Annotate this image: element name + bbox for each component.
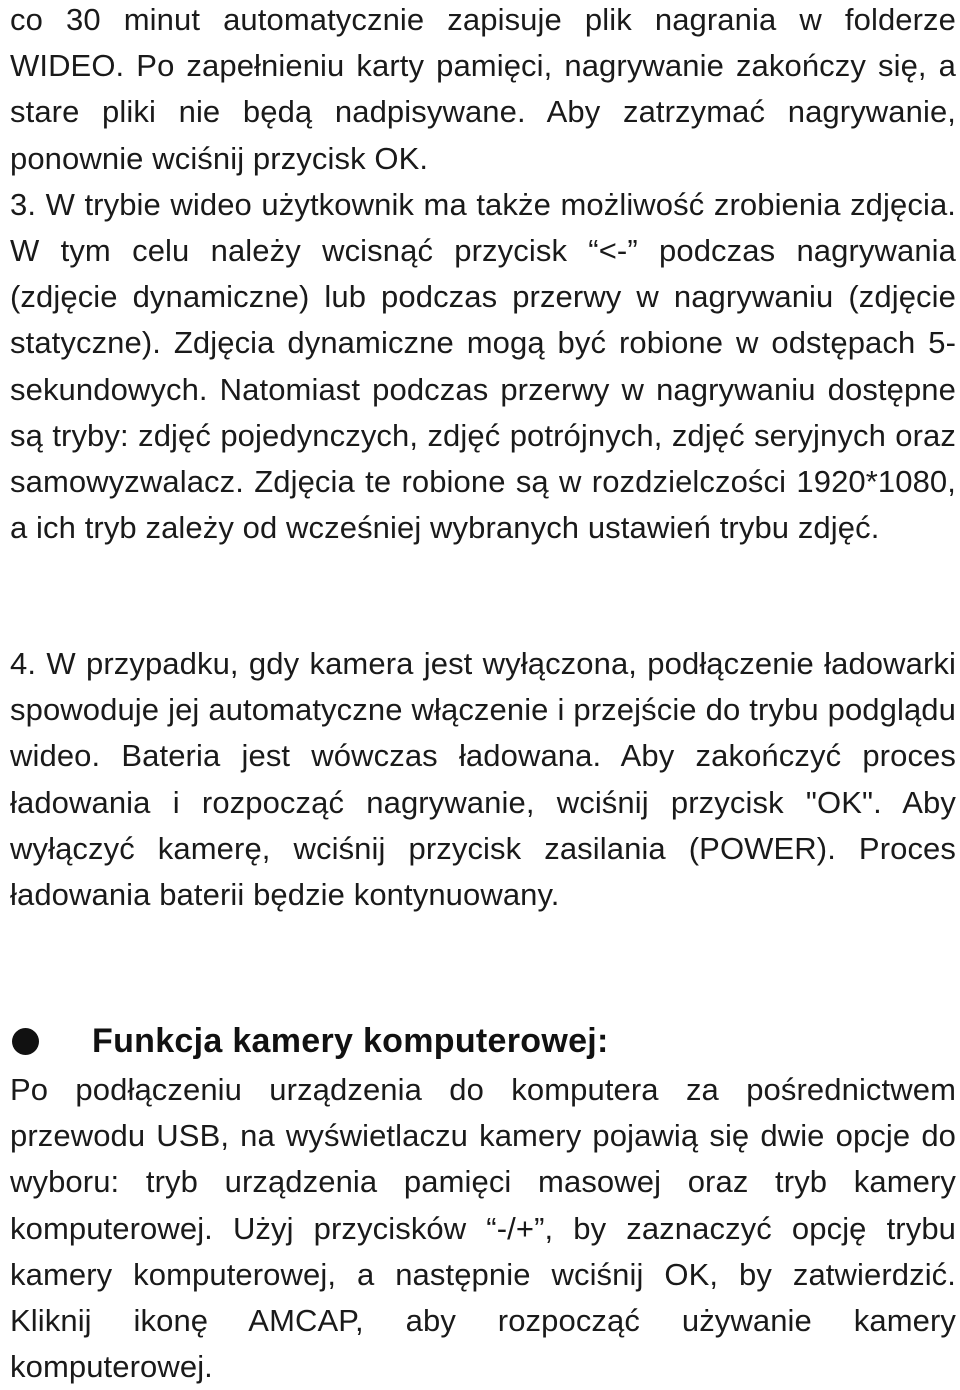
- item-3-text: W trybie wideo użytkownik ma także możliwość zrobienia zdjęcia. W tym celu należy wcisnąć przycisk “<-” podczas nagrywania (zdjęcie dynamiczne) lub podczas przerwy w nagrywaniu (zdjęcie statyczne). Zdjęcia dynamiczne mogą być robione w odstępach 5-sekundowych. Natomiast podczas przerwy w nagrywaniu dostępne są tryby: zdjęć pojedynczych, zdjęć potrójnych, zdjęć seryjnych oraz samowyzwalacz. Zdjęcia te robione są w rozdzielczości 1920*1080, a ich tryb zależy od wcześniej wybranych ustawień trybu zdjęć.: [10, 186, 956, 546]
- item-4-text: W przypadku, gdy kamera jest wyłączona, podłączenie ładowarki spowoduje jej automatyczne włączenie i przejście do trybu podglądu wideo. Bateria jest wówczas ładowana. Aby zakończyć proces ładowania i rozpocząć nagrywanie, wciśnij przycisk "OK". Aby wyłączyć kamerę, wciśnij przycisk zasilania (POWER). Proces ładowania baterii będzie kontynuowany.: [10, 646, 956, 913]
- item-3-number: 3.: [10, 186, 37, 222]
- section-heading-text: Funkcja kamery komputerowej:: [92, 1021, 609, 1060]
- section-heading: [10, 1018, 956, 1064]
- item-4-number: 4.: [10, 646, 37, 681]
- paragraph-item-4: [10, 641, 956, 918]
- bullet-icon: [12, 1028, 39, 1055]
- recording-save-text: co 30 minut automatycznie zapisuje plik nagrania w folderze WIDEO. Po zapełnieniu karty pamięci, nagrywanie zakończy się, a stare pliki nie będą nadpisywane. Aby zatrzymać nagrywanie, ponownie wciśnij przycisk OK.: [10, 2, 956, 176]
- section-body: Po podłączeniu urządzenia do komputera za pośrednictwem przewodu USB, na wyświetlaczu kamery pojawią się dwie opcje do wyboru: tryb urządzenia pamięci masowej oraz tryb kamery komputerowej. Użyj przycisków “-/+”, by zaznaczyć opcję trybu kamery komputerowej, a następnie wciśnij OK, by zatwierdzić. Kliknij ikonę AMCAP, aby rozpocząć używanie kamery komputerowej.: [10, 1072, 956, 1385]
- paragraph-intro-and-item-3: [10, 0, 956, 551]
